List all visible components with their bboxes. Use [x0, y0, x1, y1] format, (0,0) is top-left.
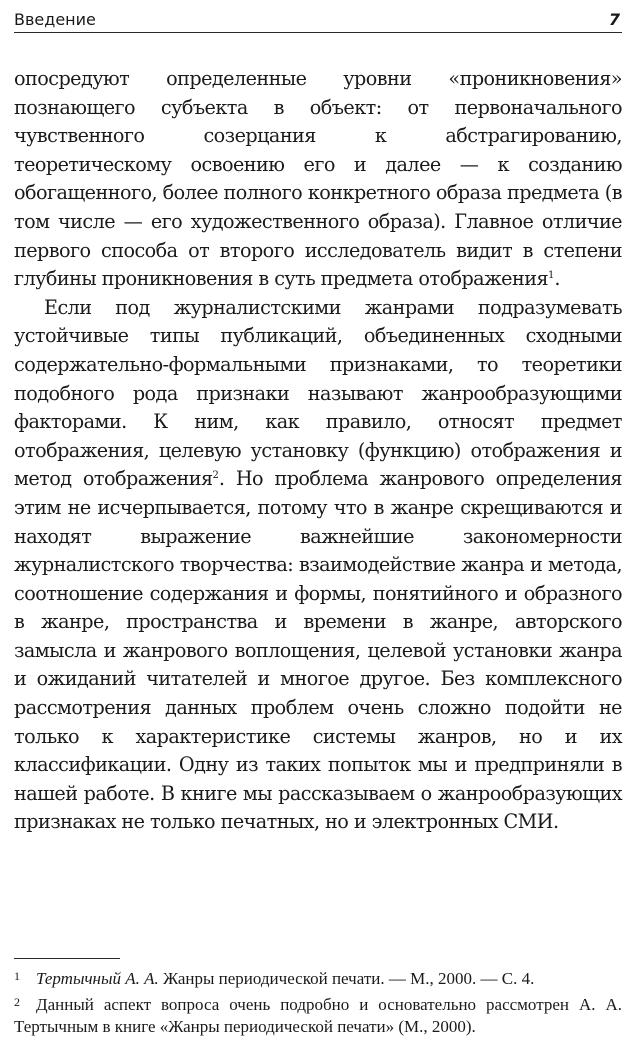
- body-text: [14, 65, 622, 837]
- paragraph-2: [14, 294, 622, 837]
- section-title: Введение: [14, 10, 96, 29]
- footnotes: [14, 968, 622, 1042]
- footnote-ref-2: 2: [212, 470, 219, 482]
- footnote-ref-1: 1: [548, 270, 555, 282]
- running-head: [14, 8, 622, 33]
- footnote-2-text: Данный аспект вопроса очень подробно и основательно рассмотрен А. А. Тертычным в книге «Жанры периодической печати» (М., 2000).: [14, 994, 622, 1036]
- footnote-1-text: Жанры периодической печати. — М., 2000. — С. 4.: [158, 969, 535, 988]
- footnote-1-author: Тертычный А. А.: [36, 969, 159, 988]
- paragraph-2-text-a: Если под журналистскими жанрами подразумевать устойчивые типы публикаций, объединенных сходными содержательно-формальными признаками, то теоретики подобного рода признаки называют жанрообразующими факторами. К ним, как правило, относят предмет отображения, целевую установку (функцию) отображения и метод отображения: [14, 295, 622, 491]
- footnote-1: 1 Тертычный А. А. Жанры периодической печати. — М., 2000. — С. 4.: [14, 969, 535, 988]
- paragraph-1-text: опосредуют определенные уровни «проникновения» познающего субъекта в объект: от первоначального чувственного созерцания к абстрагированию, теоретическому освоению его и далее — к созданию обогащенного, более полного конкретного образа предмета (в том числе — его художественного образа). Главное отличие первого способа от второго исследователь видит в степени глубины проникновения в суть предмета отображения: [14, 67, 622, 291]
- paragraph-2-text-b: . Но проблема жанрового определения этим не исчерпывается, потому что в жанре скрещиваются и находят выражение важнейшие закономерности журналистского творчества: взаимодействие жанра и метода, соотношение содержания и формы, понятийного и образного в жанре, пространства и времени в жанре, авторского замысла и жанрового воплощения, целевой установки жанра и ожиданий читателей и многое другое. Без комплексного рассмотрения данных проблем очень сложно подойти не только к характеристике системы жанров, но и их классификации. Одну из таких попыток мы и предприняли в нашей работе. В книге мы рассказываем о жанрообразующих признаках не только печатных, но и электронных СМИ.: [14, 467, 622, 834]
- page-number: 7: [608, 10, 620, 29]
- paragraph-1-tail: .: [554, 267, 560, 291]
- footnote-separator: [14, 958, 120, 959]
- paragraph-1: [14, 65, 622, 294]
- footnote-2: 2 Данный аспект вопроса очень подробно и основательно рассмотрен А. А. Тертычным в книге «Жанры периодической печати» (М., 2000).: [14, 994, 622, 1036]
